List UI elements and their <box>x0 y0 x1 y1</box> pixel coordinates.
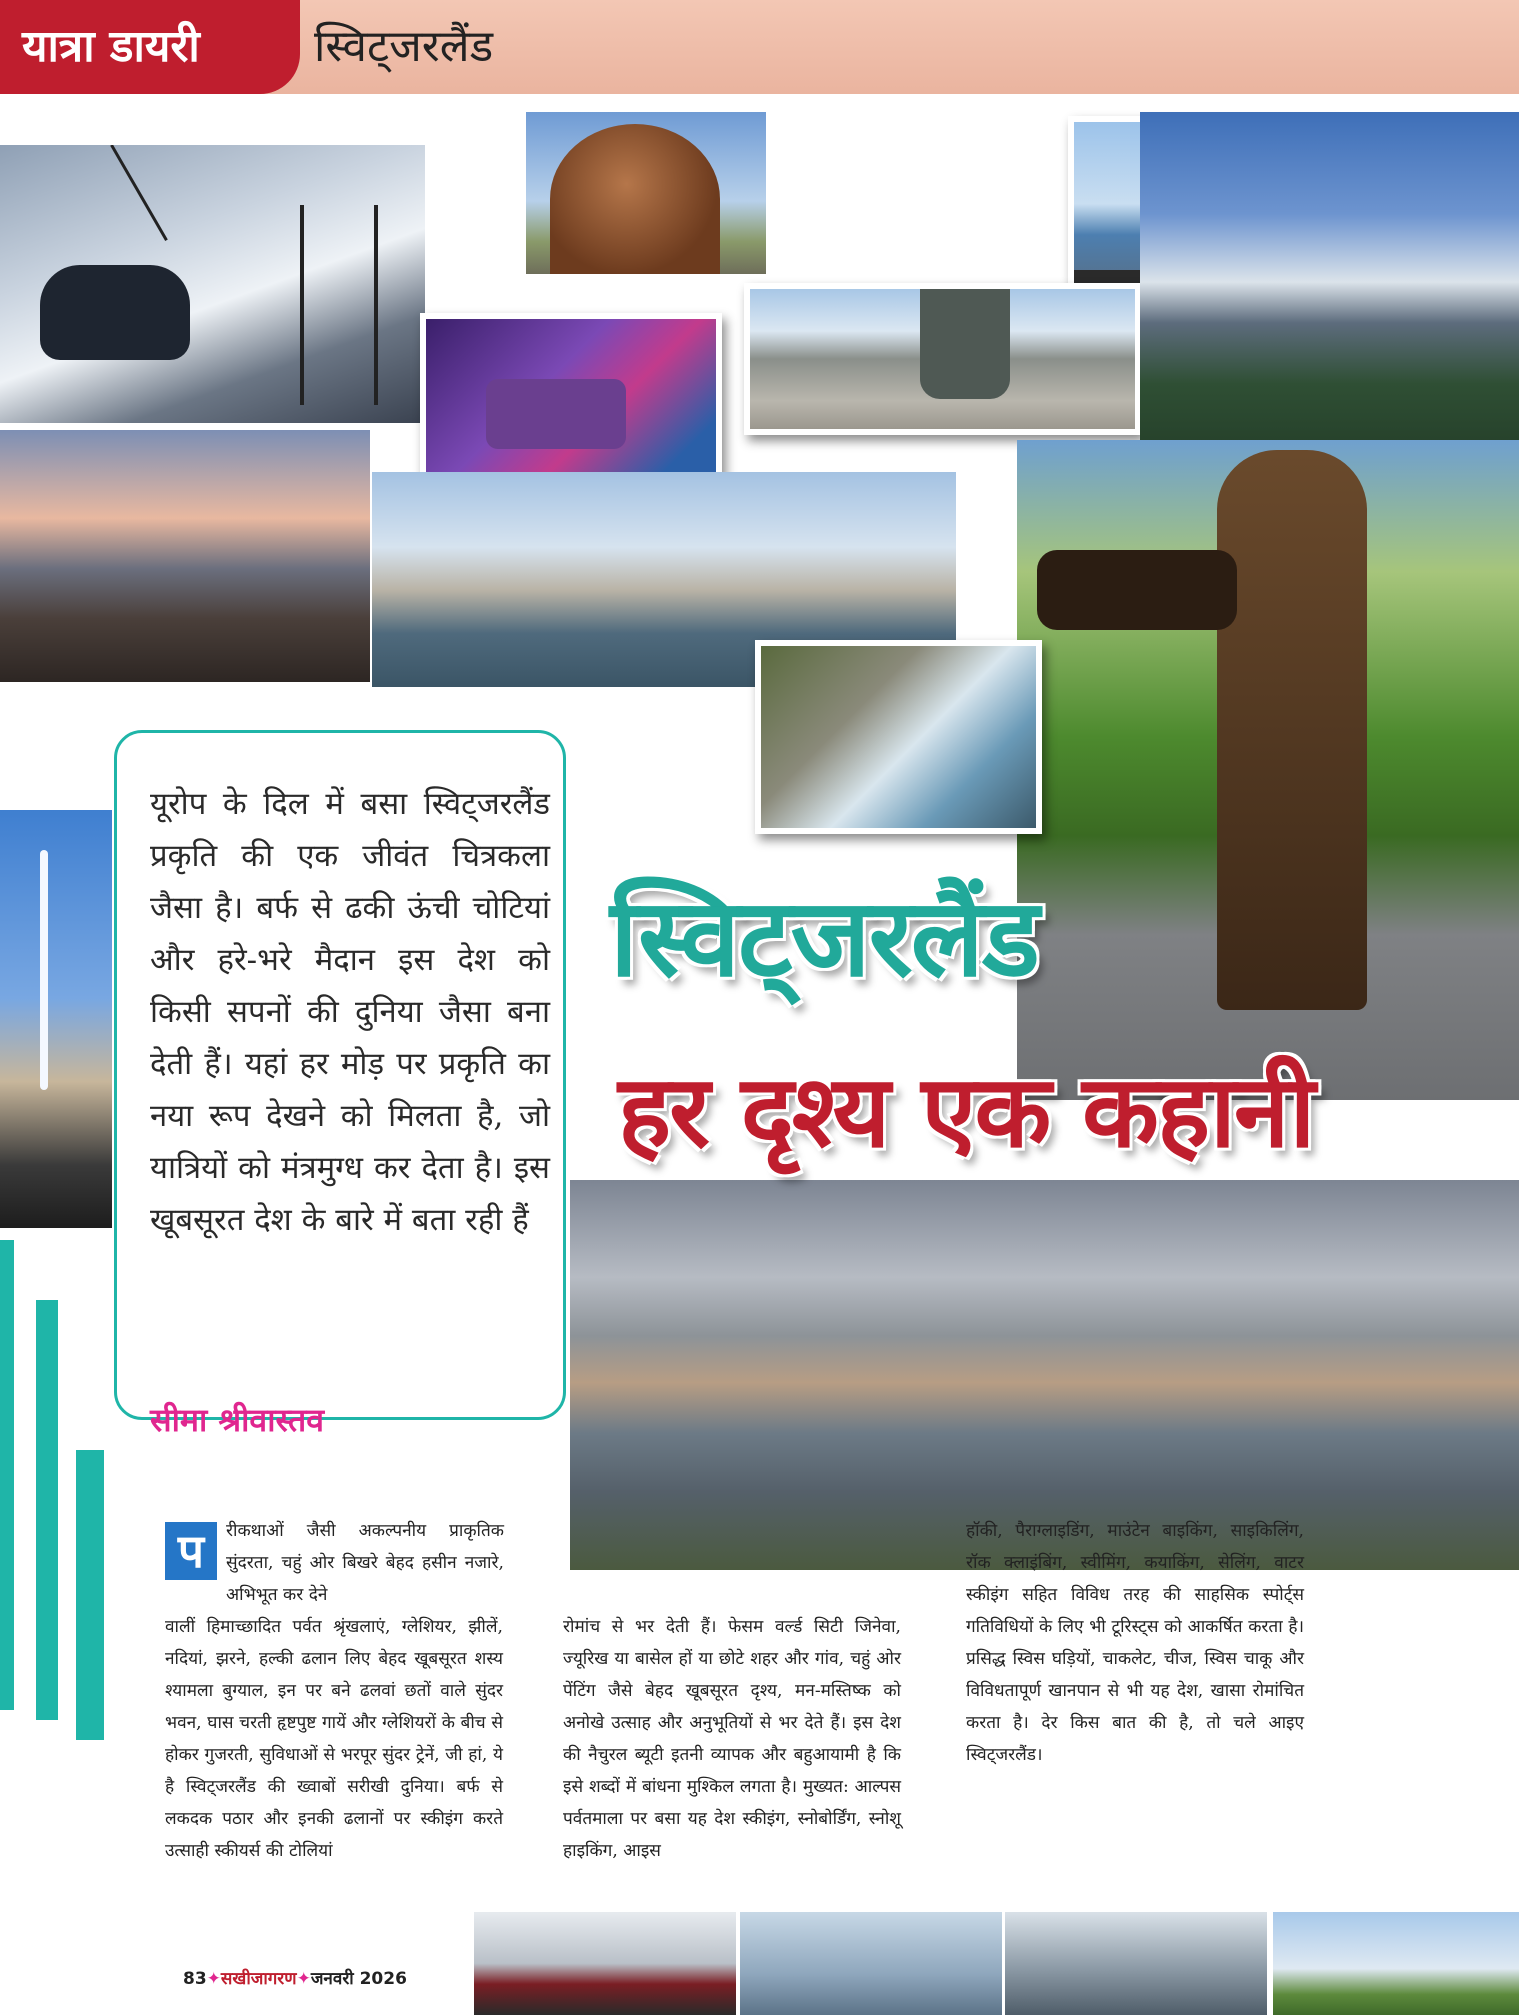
photo-river-panorama <box>570 1180 1519 1570</box>
section-label: यात्रा डायरी <box>0 0 300 94</box>
article-col-1: वालीं हिमाच्छादित पर्वत श्रृंखलाएं, ग्लेशियर, झीलें, नदियां, झरने, हल्की ढलान लिए बेहद खूबसूरत शस्य श्यामला बुग्याल, इन पर बने ढलवां छतों वाले सुंदर भवन, घास चरती हृष्टपुष्ट गायें और ग्लेशियरों के बीच से होकर गुजरती, सुविधाओं से भरपूर सुंदर ट्रेनें, जी हां, ये है स्विट्जरलैंड की ख्वाबों सरीखी दुनिया। बर्फ से लकदक पठार और इनकी ढलानों पर स्कीइंग करते उत्साही स्कीयर्स की टोलियां <box>165 1617 503 1861</box>
intro-text: यूरोप के दिल में बसा स्विट्जरलैंड प्रकृति की एक जीवंत चित्रकला जैसा है। बर्फ से ढकी ऊंची चोटियां और हरे-भरे मैदान इस देश को किसी सपनों की दुनिया जैसा बना देती हैं। यहां हर मोड़ पर प्रकृति का नया रूप देखने को मिलता है, जो यात्रियों को मंत्रमुग्ध कर देता है। इस खूबसूरत देश के बारे में बता रही हैं <box>150 786 550 1238</box>
drop-cap: प <box>165 1522 217 1580</box>
page-footer <box>183 1966 407 1989</box>
issue-date: जनवरी 2026 <box>310 1969 407 1989</box>
headline: स्विट्जरलैंड <box>610 876 1038 1001</box>
article-col-3: हॉकी, पैराग्लाइडिंग, माउंटेन बाइकिंग, साइकिलिंग, रॉक क्लाइंबिंग, स्वीमिंग, कयाकिंग, सेलिंग, वाटर स्कीइंग सहित विविध तरह की साहसिक स्पोर्ट्स गतिविधियों के लिए भी टूरिस्ट्स को आकर्षित करता है। प्रसिद्ध स्विस घड़ियों, चाकलेट, चीज, स्विस चाकू और विविधतापूर्ण खानपान से भी यह देश, खासा रोमांचित करता है। देर किस बात की है, तो चले आइए स्विट्जरलैंड। <box>966 1521 1304 1765</box>
section-sublabel: स्विट्जरलैंड <box>314 21 494 72</box>
photo-snow-falls <box>1005 1912 1267 2015</box>
article-col-2: रोमांच से भर देती हैं। फेसम वर्ल्ड सिटी जिनेवा, ज्यूरिख या बासेल हों या छोटे शहर और गांव, चहुं ओर पेंटिंग जैसे बेहद खूबसूरत दृश्य, मन-मस्तिष्क को अनोखे उत्साह और अनुभूतियों से भर देते हैं। इस देश की नैचुरल ब्यूटी इतनी व्यापक और बहुआयामी है कि इसे शब्दों में बांधना मुश्किल लगता है। मुख्यत: आल्पस पर्वतमाला पर बसा यह देश स्कीइंग, स्नोबोर्डिंग, स्नोशू हाइकिंग, आइस <box>563 1617 901 1861</box>
photo-geneva-fountain <box>0 810 112 1228</box>
page-number: 83 <box>183 1969 207 1989</box>
photo-waterfall-rock <box>755 640 1042 834</box>
separator-icon: ✦ <box>206 1969 221 1989</box>
photo-ice-palace <box>740 1912 1002 2015</box>
photo-photographer-statue <box>1017 440 1519 1100</box>
separator-icon: ✦ <box>296 1969 311 1989</box>
photo-statue-promenade <box>744 283 1141 435</box>
teal-bar-2 <box>36 1300 58 1720</box>
teal-bar-1 <box>0 1240 14 1710</box>
magazine-name: सखीजागरण <box>220 1969 297 1989</box>
photo-glass-dome <box>526 112 766 274</box>
photo-festive-display <box>420 313 722 495</box>
photo-cable-car <box>0 145 425 423</box>
article-col-1-lead: रीकथाओं जैसी अकल्पनीय प्राकृतिक सुंदरता, चहुं ओर बिखरे बेहद हसीन नजारे, अभिभूत कर देने <box>226 1521 504 1605</box>
author-name: सीमा श्रीवास्तव <box>150 1401 324 1439</box>
subheadline: हर दृश्य एक कहानी <box>618 1053 1314 1170</box>
photo-town-evening <box>0 430 370 682</box>
teal-bar-3 <box>76 1450 104 1740</box>
photo-flag-alley <box>1273 1912 1519 2015</box>
photo-train-snow <box>474 1912 736 2015</box>
photo-mountain-lake <box>1140 112 1519 452</box>
